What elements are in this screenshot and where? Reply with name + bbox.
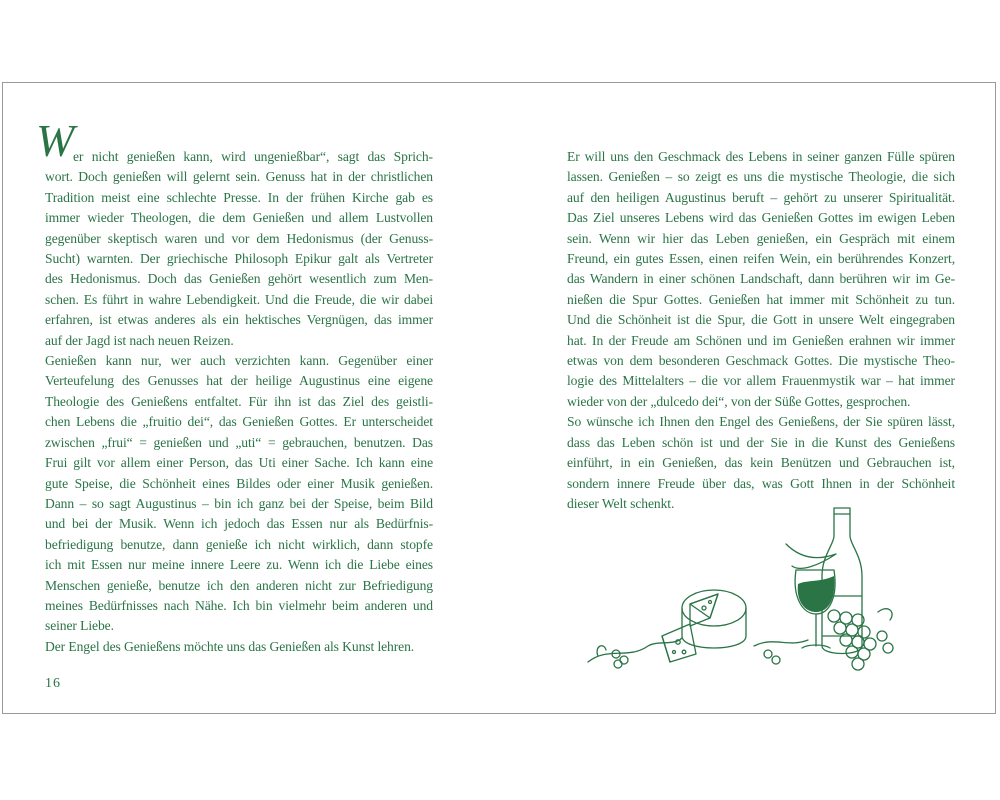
text-line: Verteufelung des Genusses hat der heilige Augustinus eine eigene bbox=[45, 373, 433, 389]
text-line: Und die Schönheit ist die Spur, die Gott in unsere Welt eingegraben bbox=[567, 312, 955, 328]
text-line: Frui gilt vor allem einer Person, das Uti einer Sache. Ich kann eine bbox=[45, 455, 433, 471]
text-line: schen. Es führt in wahre Lebendigkeit. Und die Freude, die wir dabei bbox=[45, 291, 433, 307]
text-line: einführt, in ein Genießen, das kein Benützen und Gebrauchen ist, bbox=[567, 455, 955, 471]
text-line: meines Bedürfnisses nach Nähe. Ich bin vielmehr beim anderen und bbox=[45, 597, 433, 613]
text-line: Freund, ein gutes Essen, einen reifen Wein, ein berührendes Konzert, bbox=[567, 251, 955, 267]
text-line: auf den heiligen Augustinus beruft – gehört zu unserer Spiritualität. bbox=[567, 189, 955, 205]
text-line: das Wandern in einer schönen Landschaft, dann berühren wir im Ge- bbox=[567, 271, 955, 287]
text-line: auf der Jagd ist nach neuen Reizen. bbox=[45, 332, 234, 348]
text-line: hat. In der Freude am Schönen und im Genießen erahnen wir immer bbox=[567, 332, 955, 348]
text-line: Dann – so sagt Augustinus – bin ich ganz bei der Speise, beim Bild bbox=[45, 495, 433, 511]
text-line: dieser Welt schenkt. bbox=[567, 495, 675, 511]
text-line: etwas von dem besonderen Geschmack Gottes. Die mystische Theo- bbox=[567, 353, 955, 369]
text-line: er nicht genießen kann, wird ungenießbar“, sagt das Sprich- bbox=[73, 149, 433, 164]
text-line: seiner Liebe. bbox=[45, 618, 114, 634]
text-line: Er will uns den Geschmack des Lebens in seiner ganzen Fülle spüren bbox=[567, 149, 955, 164]
text-line: erfahren, ist etwas anderes als ein hektisches Vergnügen, das immer bbox=[45, 312, 433, 328]
text-line: sein. Wenn wir hier das Leben genießen, ein Gespräch mit einem bbox=[567, 230, 955, 246]
text-line: dass das Leben schön ist und der Sie in die Kunst des Genießens bbox=[567, 434, 955, 450]
text-line: des Hedonismus. Doch das Genießen gehört wesentlich zum Men- bbox=[45, 271, 433, 287]
wine-cheese-grapes-illustration bbox=[578, 496, 900, 686]
text-line: Menschen genieße, benutze ich den anderen nicht zur Befriedigung bbox=[45, 577, 433, 593]
text-line: Theologie des Genießens entfaltet. Für ihn ist das Ziel des geistli- bbox=[45, 393, 433, 409]
text-line: So wünsche ich Ihnen den Engel des Genießens, der Sie spüren lässt, bbox=[567, 414, 955, 430]
text-line: und bei der Musik. Wenn ich jedoch das Essen nur als Bedürfnis- bbox=[45, 516, 433, 532]
text-line: Das Ziel unseres Lebens wird das Genießen Gottes im ewigen Leben bbox=[567, 210, 955, 226]
text-line: wieder von der „dulcedo dei“, von der Süße Gottes, gesprochen. bbox=[567, 393, 911, 409]
text-line: Der Engel des Genießens möchte uns das Genießen als Kunst lehren. bbox=[45, 638, 415, 654]
text-line: wort. Doch genießen will gelernt sein. Genuss hat in der christlichen bbox=[45, 169, 433, 185]
text-line: nießen die Spur Gottes. Genießen hat immer mit Schönheit zu tun. bbox=[567, 291, 955, 307]
text-line: ich mit Essen nur meine innere Leere zu. Wenn ich die Liebe eines bbox=[45, 557, 433, 573]
text-line: Tradition meist eine schlechte Presse. In der frühen Kirche gab es bbox=[45, 189, 433, 205]
right-page-text bbox=[567, 147, 955, 514]
text-line: zwischen „frui“ = genießen und „uti“ = gebrauchen, benutzen. Das bbox=[45, 434, 433, 450]
left-page-text bbox=[45, 147, 433, 657]
text-line: gegenüber skeptisch waren und vor dem Hedonismus (der Genuss- bbox=[45, 230, 433, 246]
text-line: sondern innere Freude über das, was Gott Ihnen in der Schönheit bbox=[567, 475, 955, 491]
text-line: lassen. Genießen – so zeigt es uns die mystische Theologie, die sich bbox=[567, 169, 955, 185]
text-line: chen Lebens die „fruitio dei“, das Genießen Gottes. Er unterscheidet bbox=[45, 414, 433, 430]
text-line: logie des Mittelalters – die vor allem Frauenmystik war – hat immer bbox=[567, 373, 955, 389]
text-line: immer wieder Theologen, die dem Genießen und allem Lustvollen bbox=[45, 210, 433, 226]
page-number: 16 bbox=[45, 676, 61, 691]
drop-cap: W bbox=[36, 115, 75, 166]
text-line: Genießen kann nur, wer auch verzichten kann. Gegenüber einer bbox=[45, 353, 433, 369]
text-line: Sucht) warnten. Der griechische Philosoph Epikur galt als Vertreter bbox=[45, 251, 433, 267]
text-line: gute Speise, die Schönheit eines Bildes oder einer Musik genießen. bbox=[45, 475, 433, 491]
text-line: befriedigung benutze, dann genieße ich nicht wirklich, dann stopfe bbox=[45, 536, 433, 552]
